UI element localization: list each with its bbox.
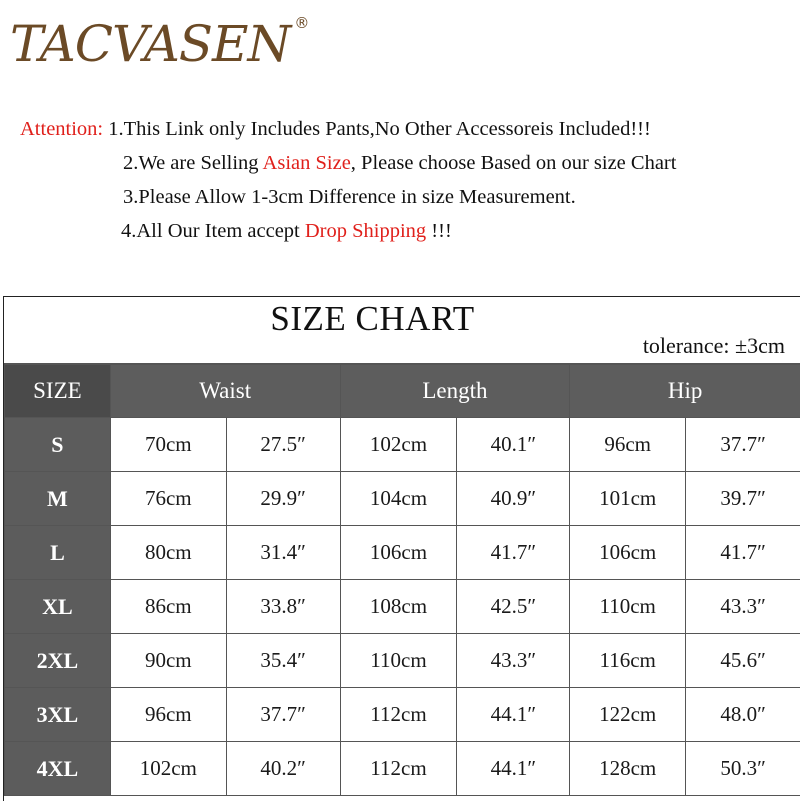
waist-in-cell: 31.4″	[226, 526, 340, 580]
notice-line-4-b: !!!	[426, 220, 452, 242]
size-label: 2XL	[5, 634, 111, 688]
hip-cm-cell: 96cm	[570, 418, 686, 472]
hip-column-header: Hip	[570, 365, 800, 418]
size-chart	[3, 296, 800, 801]
length-in-cell: 42.5″	[457, 580, 570, 634]
length-in-cell: 41.7″	[457, 526, 570, 580]
size-label: L	[5, 526, 111, 580]
registered-mark: ®	[294, 14, 309, 32]
asian-size-highlight: Asian Size	[263, 152, 351, 174]
length-cm-cell: 112cm	[340, 742, 457, 796]
notice-line-2-b: , Please choose Based on our size Chart	[351, 152, 677, 174]
waist-cm-cell: 80cm	[110, 526, 226, 580]
waist-cm-cell: 76cm	[110, 472, 226, 526]
waist-cm-cell: 102cm	[110, 742, 226, 796]
waist-in-cell: 27.5″	[226, 418, 340, 472]
waist-in-cell: 29.9″	[226, 472, 340, 526]
size-label: S	[5, 418, 111, 472]
table-row	[5, 418, 800, 472]
notice-line-1	[20, 112, 651, 146]
notice-line-3	[123, 180, 576, 214]
notice-line-2-a: 2.We are Selling	[123, 152, 263, 174]
hip-cm-cell: 116cm	[570, 634, 686, 688]
size-label: M	[5, 472, 111, 526]
table-header-row	[5, 365, 800, 418]
waist-in-cell: 33.8″	[226, 580, 340, 634]
size-label: XL	[5, 580, 111, 634]
notice-line-4	[121, 214, 452, 248]
size-column-header: SIZE	[5, 365, 111, 418]
waist-column-header: Waist	[110, 365, 340, 418]
drop-shipping-highlight: Drop Shipping	[305, 220, 426, 242]
table-row	[5, 688, 800, 742]
notice-line-1-text: 1.This Link only Includes Pants,No Other Accessoreis Included!!!	[103, 118, 651, 140]
length-in-cell: 40.9″	[457, 472, 570, 526]
hip-in-cell: 41.7″	[686, 526, 800, 580]
hip-cm-cell: 106cm	[570, 526, 686, 580]
hip-in-cell: 48.0″	[686, 688, 800, 742]
length-in-cell: 40.1″	[457, 418, 570, 472]
waist-cm-cell: 96cm	[110, 688, 226, 742]
brand-logo	[10, 8, 309, 80]
length-cm-cell: 108cm	[340, 580, 457, 634]
table-row	[5, 472, 800, 526]
table-row	[5, 580, 800, 634]
attention-label: Attention:	[20, 118, 103, 140]
size-chart-header	[4, 297, 800, 364]
notice-line-4-a: 4.All Our Item accept	[121, 220, 305, 242]
length-cm-cell: 102cm	[340, 418, 457, 472]
length-cm-cell: 104cm	[340, 472, 457, 526]
size-label: 4XL	[5, 742, 111, 796]
length-in-cell: 44.1″	[457, 742, 570, 796]
table-row	[5, 742, 800, 796]
hip-in-cell: 50.3″	[686, 742, 800, 796]
table-row	[5, 634, 800, 688]
length-cm-cell: 106cm	[340, 526, 457, 580]
length-in-cell: 43.3″	[457, 634, 570, 688]
table-row	[5, 526, 800, 580]
size-chart-title: SIZE CHART	[4, 297, 800, 341]
waist-in-cell: 35.4″	[226, 634, 340, 688]
size-label: 3XL	[5, 688, 111, 742]
notice-line-2	[123, 146, 676, 180]
notice-line-3-text: 3.Please Allow 1-3cm Difference in size Measurement.	[123, 186, 576, 208]
hip-in-cell: 39.7″	[686, 472, 800, 526]
length-column-header: Length	[340, 365, 570, 418]
logo-text: TACVASEN	[10, 8, 290, 80]
size-table	[4, 364, 800, 796]
hip-cm-cell: 122cm	[570, 688, 686, 742]
waist-cm-cell: 90cm	[110, 634, 226, 688]
length-cm-cell: 112cm	[340, 688, 457, 742]
waist-in-cell: 37.7″	[226, 688, 340, 742]
length-in-cell: 44.1″	[457, 688, 570, 742]
hip-in-cell: 45.6″	[686, 634, 800, 688]
waist-cm-cell: 70cm	[110, 418, 226, 472]
hip-cm-cell: 110cm	[570, 580, 686, 634]
tolerance-note: tolerance: ±3cm	[643, 331, 785, 361]
hip-cm-cell: 128cm	[570, 742, 686, 796]
waist-cm-cell: 86cm	[110, 580, 226, 634]
length-cm-cell: 110cm	[340, 634, 457, 688]
hip-cm-cell: 101cm	[570, 472, 686, 526]
waist-in-cell: 40.2″	[226, 742, 340, 796]
hip-in-cell: 43.3″	[686, 580, 800, 634]
hip-in-cell: 37.7″	[686, 418, 800, 472]
